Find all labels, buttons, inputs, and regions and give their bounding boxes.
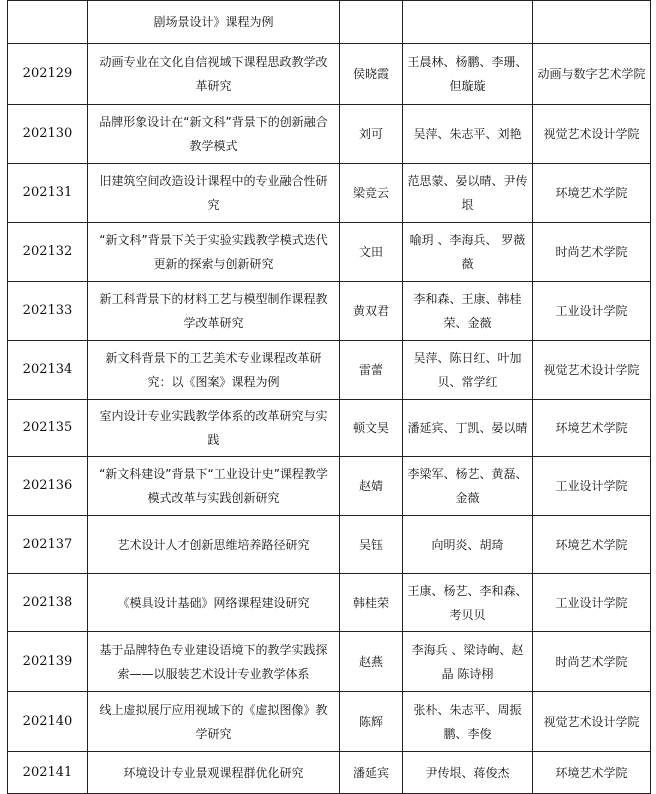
project-title-cell: [88, 516, 340, 574]
table-row: [8, 282, 651, 341]
project-id-cell: 202134: [8, 341, 88, 400]
project-leader-cell: 陈辉: [340, 692, 403, 752]
project-id-cell: 202136: [8, 457, 88, 516]
project-title-cell: [88, 1, 340, 44]
table-row: [8, 692, 651, 752]
project-id-cell: 202140: [8, 692, 88, 752]
project-title: 《模具设计基础》网络课程建设研究: [117, 595, 310, 610]
project-leader-cell: 吴钰: [340, 516, 403, 574]
project-college-cell: 环境艺术学院: [533, 516, 651, 574]
project-leader-cell: 刘可: [340, 105, 403, 164]
project-college-cell: 工业设计学院: [533, 282, 651, 341]
project-id-cell: 202141: [8, 752, 88, 794]
project-title: 基于品牌特色专业建设语境下的教学实践探索——以服装艺术设计专业教学体系: [99, 642, 328, 681]
project-college-cell: 环境艺术学院: [533, 752, 651, 794]
project-college-cell: 视觉艺术设计学院: [533, 341, 651, 400]
project-title-cell: [88, 632, 340, 692]
project-members-cell: 李海兵 、梁诗峋、赵晶 陈诗栩: [403, 632, 533, 692]
table-row: [8, 574, 651, 632]
project-members-cell: 向明炎、胡琦: [403, 516, 533, 574]
project-title: “新文科建设”背景下“工业设计史”课程教学模式改革与实践创新研究: [99, 467, 328, 505]
project-college-cell: 视觉艺术设计学院: [533, 692, 651, 752]
table-row: [8, 44, 651, 105]
project-leader-cell: 顿文昊: [340, 400, 403, 457]
project-leader-cell: 雷蕾: [340, 341, 403, 400]
project-leader-cell: 文田: [340, 223, 403, 282]
table-row: [8, 164, 651, 223]
project-members-cell: 李和森、王康、韩桂荣、金薇: [403, 282, 533, 341]
project-leader-cell: 赵燕: [340, 632, 403, 692]
project-title: 动画专业在文化自信视域下课程思政教学改革研究: [99, 55, 328, 93]
project-members-cell: 范思蒙、晏以晴、尹传垠: [403, 164, 533, 223]
project-title-cell: [88, 341, 340, 400]
table-row: [8, 341, 651, 400]
project-members-cell: 李梁军、杨艺、黄磊、金薇: [403, 457, 533, 516]
project-college-cell: [533, 1, 651, 44]
project-title-cell: [88, 223, 340, 282]
project-title: 旧建筑空间改造设计课程中的专业融合性研究: [99, 174, 328, 212]
project-title-cell: [88, 44, 340, 105]
table-row-continued: [8, 1, 651, 44]
project-title: 剧场景设计》课程为例: [153, 15, 274, 29]
project-id-cell: 202132: [8, 223, 88, 282]
project-id-cell: 202129: [8, 44, 88, 105]
project-title-cell: [88, 164, 340, 223]
project-table: [7, 0, 651, 794]
project-title: 环境设计专业景观课程群优化研究: [123, 765, 304, 780]
project-members-cell: 尹传垠、蒋俊杰: [403, 752, 533, 794]
table-row: [8, 516, 651, 574]
project-title-cell: [88, 105, 340, 164]
project-members-cell: 王晨林、杨鹏、李珊、但璇璇: [403, 44, 533, 105]
project-members-cell: [403, 1, 533, 44]
project-members-cell: 王康、杨艺、李和森、考贝贝: [403, 574, 533, 632]
project-title-cell: [88, 457, 340, 516]
project-leader-cell: [340, 1, 403, 44]
project-title-cell: [88, 574, 340, 632]
table-row: [8, 105, 651, 164]
project-id-cell: 202130: [8, 105, 88, 164]
project-title-cell: [88, 752, 340, 794]
project-title: “新文科”背景下关于实验实践教学模式迭代更新的探索与创新研究: [99, 233, 328, 271]
project-title: 室内设计专业实践教学体系的改革研究与实践: [99, 409, 328, 447]
project-college-cell: 动画与数字艺术学院: [533, 44, 651, 105]
project-leader-cell: 赵婧: [340, 457, 403, 516]
project-college-cell: 环境艺术学院: [533, 400, 651, 457]
project-leader-cell: 梁竞云: [340, 164, 403, 223]
project-leader-cell: 侯晓霞: [340, 44, 403, 105]
project-id-cell: 202133: [8, 282, 88, 341]
table-row: [8, 457, 651, 516]
project-college-cell: 时尚艺术学院: [533, 223, 651, 282]
project-id-cell: 202139: [8, 632, 88, 692]
project-title: 艺术设计人才创新思维培养路径研究: [117, 537, 310, 552]
project-leader-cell: 潘延宾: [340, 752, 403, 794]
project-members-cell: 喻玥 、李海兵、 罗薇薇: [403, 223, 533, 282]
project-id-cell: 202135: [8, 400, 88, 457]
project-id-cell: 202131: [8, 164, 88, 223]
table-row: [8, 632, 651, 692]
project-members-cell: 吴萍、陈日红、叶加贝、常学红: [403, 341, 533, 400]
project-college-cell: 工业设计学院: [533, 574, 651, 632]
project-id-cell: 202137: [8, 516, 88, 574]
project-leader-cell: 韩桂荣: [340, 574, 403, 632]
project-title: 品牌形象设计在“新文科”背景下的创新融合教学模式: [99, 115, 328, 153]
project-college-cell: 环境艺术学院: [533, 164, 651, 223]
project-college-cell: 视觉艺术设计学院: [533, 105, 651, 164]
project-title: 新工科背景下的材料工艺与模型制作课程教学改革研究: [99, 292, 328, 330]
project-title-cell: [88, 282, 340, 341]
project-college-cell: 时尚艺术学院: [533, 632, 651, 692]
project-title: 线上虚拟展厅应用视域下的《虚拟图像》教学研究: [99, 702, 328, 741]
project-leader-cell: 黄双君: [340, 282, 403, 341]
project-members-cell: 吴萍、朱志平、刘艳: [403, 105, 533, 164]
project-college-cell: 工业设计学院: [533, 457, 651, 516]
project-title-cell: [88, 692, 340, 752]
project-id-cell: [8, 1, 88, 44]
project-members-cell: 潘延宾、丁凯、晏以晴: [403, 400, 533, 457]
table-row: [8, 752, 651, 794]
table-row: [8, 400, 651, 457]
table-row: [8, 223, 651, 282]
project-title-cell: [88, 400, 340, 457]
project-id-cell: 202138: [8, 574, 88, 632]
project-members-cell: 张朴、朱志平、周振鹏、李俊: [403, 692, 533, 752]
project-title: 新文科背景下的工艺美术专业课程改革研究：以《图案》课程为例: [105, 351, 322, 389]
